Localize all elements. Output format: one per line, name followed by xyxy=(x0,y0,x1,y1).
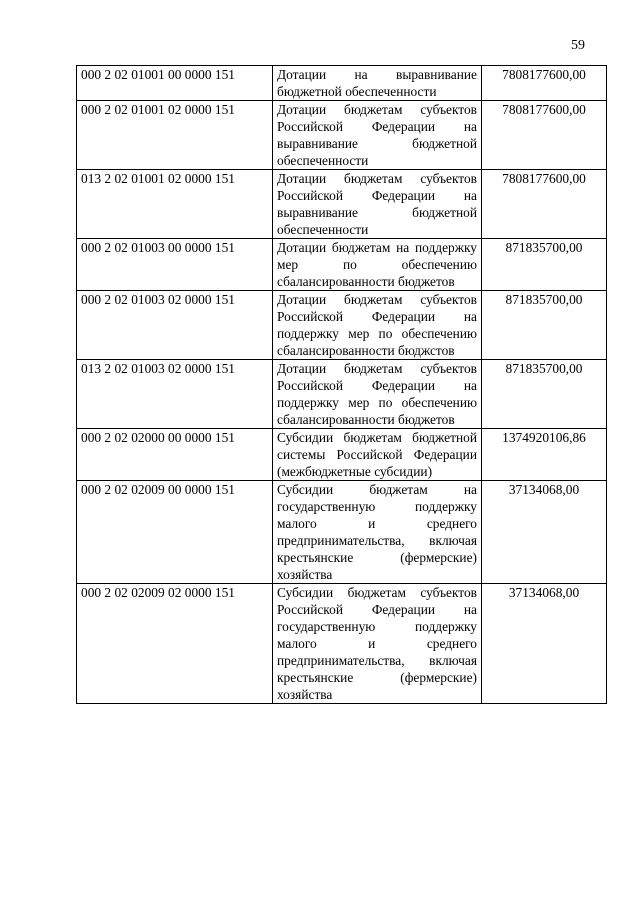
amount-cell: 1374920106,86 xyxy=(482,429,607,481)
budget-code-cell: 000 2 02 01001 00 0000 151 xyxy=(77,66,273,101)
amount-cell: 871835700,00 xyxy=(482,291,607,360)
revenue-name-cell: Субсидии бюджетам субъектов Российской Федерации на государственную поддержку малого и среднего предпринимательства, включая крестьянские (фермерские) хозяйства xyxy=(273,584,482,704)
budget-revenue-table xyxy=(76,65,607,704)
revenue-name-cell: Дотации бюджетам субъектов Российской Федерации на поддержку мер по обеспечению сбалансированности бюджетов xyxy=(273,360,482,429)
table-row xyxy=(77,239,607,291)
table-row xyxy=(77,291,607,360)
revenue-name-cell: Субсидии бюджетам бюджетной системы Российской Федерации (межбюджетные субсидии) xyxy=(273,429,482,481)
table-row xyxy=(77,101,607,170)
amount-cell: 871835700,00 xyxy=(482,239,607,291)
page-number: 59 xyxy=(571,38,585,53)
revenue-name-cell: Дотации бюджетам на поддержку мер по обеспечению сбалансированности бюджетов xyxy=(273,239,482,291)
budget-code-cell: 000 2 02 02009 00 0000 151 xyxy=(77,481,273,584)
budget-code-cell: 000 2 02 02000 00 0000 151 xyxy=(77,429,273,481)
amount-cell: 7808177600,00 xyxy=(482,66,607,101)
table-row xyxy=(77,170,607,239)
table-row xyxy=(77,481,607,584)
budget-code-cell: 000 2 02 01003 00 0000 151 xyxy=(77,239,273,291)
amount-cell: 7808177600,00 xyxy=(482,101,607,170)
budget-code-cell: 013 2 02 01001 02 0000 151 xyxy=(77,170,273,239)
revenue-name-cell: Дотации бюджетам субъектов Российской Федерации на выравнивание бюджетной обеспеченности xyxy=(273,170,482,239)
budget-code-cell: 000 2 02 01001 02 0000 151 xyxy=(77,101,273,170)
amount-cell: 37134068,00 xyxy=(482,584,607,704)
budget-code-cell: 000 2 02 02009 02 0000 151 xyxy=(77,584,273,704)
table-row xyxy=(77,360,607,429)
table-row xyxy=(77,429,607,481)
revenue-name-cell: Дотации бюджетам субъектов Российской Федерации на выравнивание бюджетной обеспеченности xyxy=(273,101,482,170)
amount-cell: 37134068,00 xyxy=(482,481,607,584)
amount-cell: 7808177600,00 xyxy=(482,170,607,239)
table-row xyxy=(77,584,607,704)
budget-code-cell: 000 2 02 01003 02 0000 151 xyxy=(77,291,273,360)
revenue-name-cell: Субсидии бюджетам на государственную поддержку малого и среднего предпринимательства, включая крестьянские (фермерские) хозяйства xyxy=(273,481,482,584)
amount-cell: 871835700,00 xyxy=(482,360,607,429)
table-row xyxy=(77,66,607,101)
revenue-name-cell: Дотации на выравнивание бюджетной обеспеченности xyxy=(273,66,482,101)
revenue-name-cell: Дотации бюджетам субъектов Российской Федерации на поддержку мер по обеспечению сбалансированности бюджстов xyxy=(273,291,482,360)
budget-code-cell: 013 2 02 01003 02 0000 151 xyxy=(77,360,273,429)
